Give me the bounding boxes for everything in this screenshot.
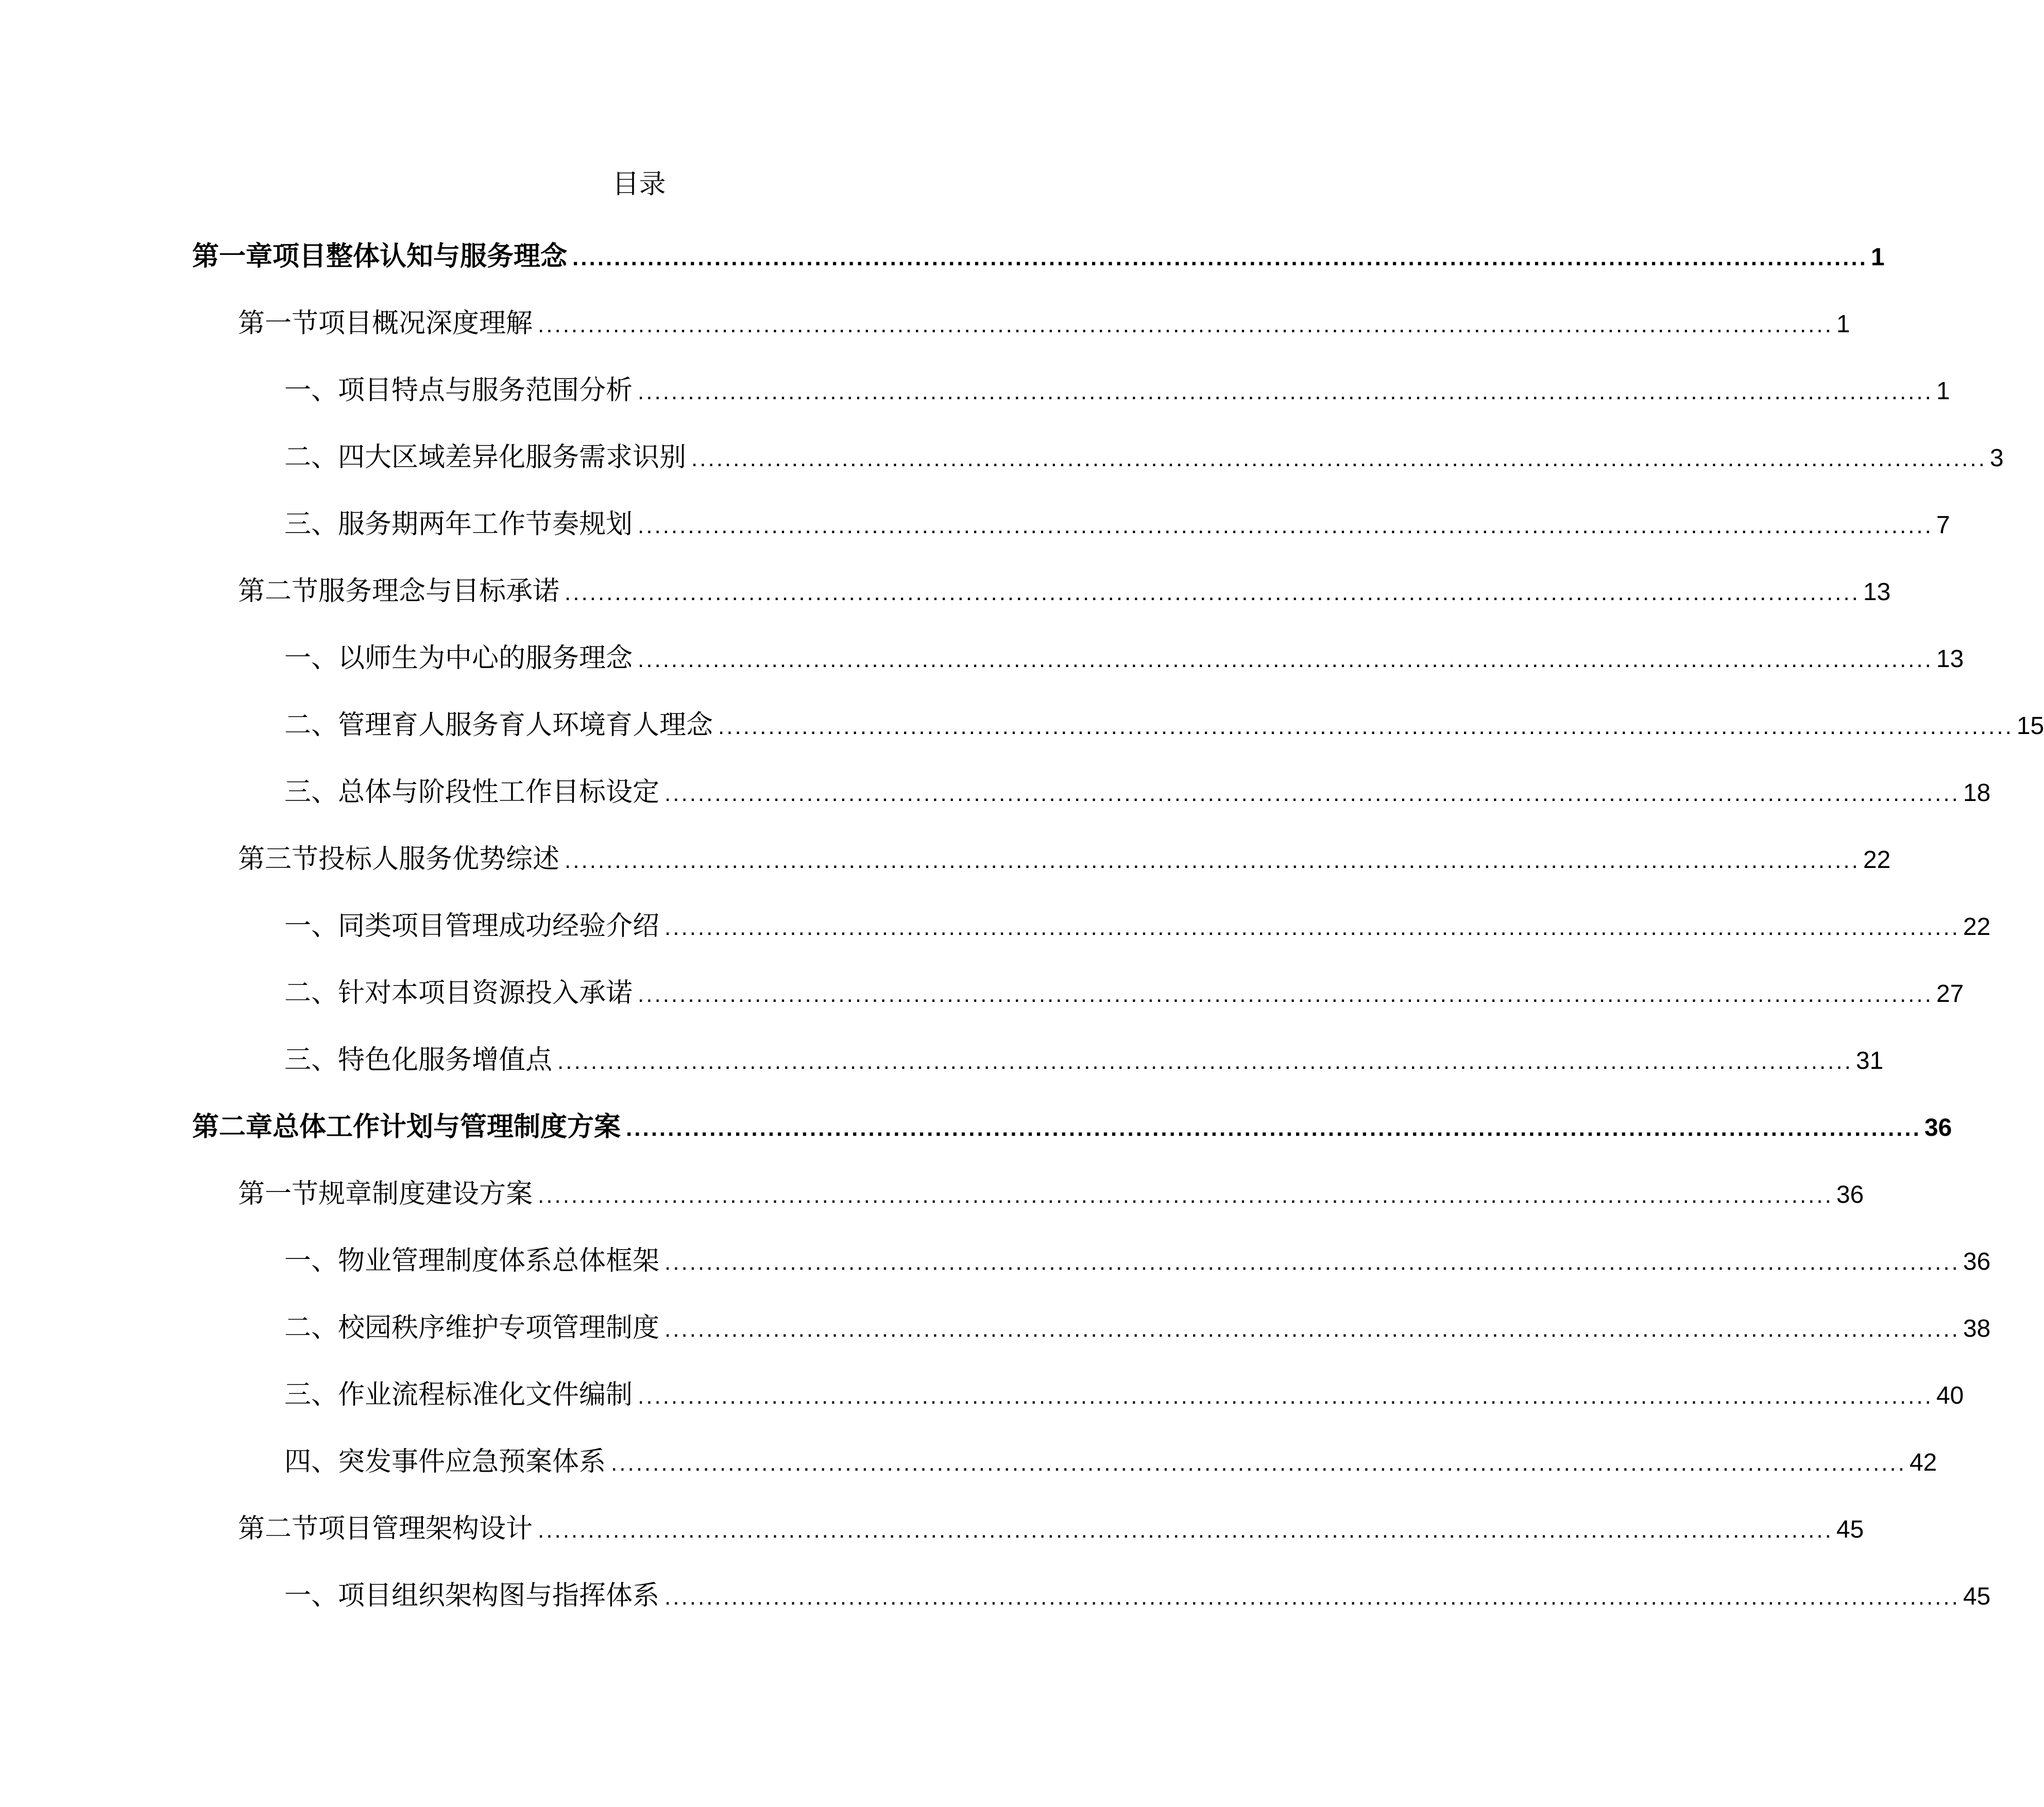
toc-page-number: 36 [1836, 1181, 1864, 1208]
toc-entry-number: 三、 [284, 1045, 338, 1076]
toc-entry-subsection[interactable] [284, 1441, 1937, 1482]
toc-entry-title: 作业流程标准化文件编制 [338, 1379, 633, 1410]
toc-entry-title: 同类项目管理成功经验介绍 [338, 911, 660, 942]
toc-page-number: 1 [1936, 378, 1950, 405]
toc-entry-section[interactable] [238, 1173, 1864, 1215]
toc-entry-title: 项目整体认知与服务理念 [272, 241, 568, 272]
toc-entry-subsection[interactable] [284, 370, 1950, 411]
toc-entry-subsection[interactable] [284, 705, 2044, 746]
toc-page-number: 45 [1836, 1516, 1864, 1543]
toc-entry-subsection[interactable] [284, 772, 1991, 813]
toc-entry-title: 项目特点与服务范围分析 [338, 375, 633, 406]
toc-dot-leader: ........................................................................................................................................................... [665, 1584, 1960, 1610]
toc-entry-title: 项目概况深度理解 [318, 308, 533, 339]
toc-entry-number: 第二节 [238, 576, 319, 607]
toc-entry-subsection[interactable] [284, 437, 2004, 478]
toc-entry-subsection[interactable] [284, 906, 1991, 947]
page-title: 目录 [612, 169, 666, 200]
toc-dot-leader: ........................................................................................................................................................... [718, 714, 2014, 739]
toc-dot-leader: ........................................................................................................................................................... [638, 513, 1933, 538]
toc-entry-title: 以师生为中心的服务理念 [338, 643, 633, 674]
toc-page-number: 31 [1855, 1047, 1884, 1075]
toc-entry-title: 总体工作计划与管理制度方案 [272, 1111, 621, 1143]
toc-page-number: 22 [1863, 846, 1891, 874]
toc-entry-number: 三、 [284, 777, 338, 808]
toc-entry-subsection[interactable] [284, 638, 1964, 679]
toc-dot-leader: ........................................................................................................................................................... [565, 580, 1860, 605]
toc-entry-section[interactable] [238, 1508, 1864, 1549]
toc-entry-title: 校园秩序维护专项管理制度 [338, 1312, 660, 1343]
toc-page-number: 45 [1963, 1583, 1991, 1610]
toc-entry-number: 一、 [284, 375, 338, 406]
toc-dot-leader: ........................................................................................................................................................... [565, 848, 1860, 873]
toc-dot-leader: ........................................................................................................................................................... [665, 1317, 1960, 1342]
toc-dot-leader: ........................................................................................................................................................... [665, 915, 1960, 940]
toc-entry-subsection[interactable] [284, 1240, 1991, 1282]
toc-entry-title: 物业管理制度体系总体框架 [338, 1246, 660, 1276]
toc-entry-number: 一、 [284, 1246, 338, 1276]
toc-entry-number: 第二章 [192, 1111, 273, 1143]
toc-entry-title: 突发事件应急预案体系 [338, 1446, 606, 1477]
toc-dot-leader: ........................................................................................................................................................... [611, 1451, 1906, 1476]
toc-entry-section[interactable] [238, 303, 1850, 344]
toc-entry-section[interactable] [238, 571, 1891, 612]
toc-page-number: 7 [1936, 512, 1950, 539]
toc-entry-number: 一、 [284, 1580, 338, 1611]
toc-entry-title: 服务期两年工作节奏规划 [338, 509, 633, 540]
toc-entry-number: 第二节 [238, 1513, 319, 1544]
toc-entry-subsection[interactable] [284, 1039, 1884, 1081]
toc-entry-number: 第一节 [238, 1179, 319, 1209]
toc-entry-subsection[interactable] [284, 504, 1950, 545]
toc-dot-leader: ........................................................................................................................................................... [638, 1384, 1933, 1409]
toc-entry-number: 第一章 [192, 241, 273, 272]
toc-dot-leader: ........................................................................................................................................................... [665, 781, 1960, 806]
toc-entry-number: 二、 [284, 710, 338, 741]
toc-dot-leader: ........................................................................................................................................................... [538, 312, 1833, 337]
toc-entry-number: 四、 [284, 1446, 338, 1477]
toc-entry-subsection[interactable] [284, 1307, 1991, 1349]
toc-entry-number: 二、 [284, 978, 338, 1009]
toc-entry-section[interactable] [238, 839, 1891, 880]
toc-page-number: 1 [1836, 311, 1850, 338]
toc-entry-title: 规章制度建设方案 [318, 1179, 533, 1209]
toc-dot-leader: ........................................................................................................................................................... [538, 1183, 1833, 1208]
toc-entry-title: 特色化服务增值点 [338, 1045, 553, 1076]
toc-dot-leader: ........................................................................................................................................................... [572, 245, 1868, 270]
toc-dot-leader: ........................................................................................................................................................... [538, 1518, 1833, 1543]
toc-entry-number: 一、 [284, 643, 338, 674]
toc-dot-leader: ........................................................................................................................................................... [638, 982, 1933, 1007]
toc-dot-leader: ........................................................................................................................................................... [691, 446, 1987, 471]
toc-dot-leader: ........................................................................................................................................................... [557, 1049, 1853, 1074]
toc-entry-subsection[interactable] [284, 1575, 1991, 1616]
toc-page-number: 36 [1963, 1248, 1991, 1275]
toc-page-number: 13 [1936, 645, 1964, 673]
toc-entry-number: 二、 [284, 442, 338, 473]
toc-page-number: 15 [2016, 712, 2044, 740]
toc-entry-number: 三、 [284, 509, 338, 540]
toc-page-number: 22 [1963, 913, 1991, 941]
toc-page-number: 27 [1936, 980, 1964, 1008]
toc-entry-number: 一、 [284, 911, 338, 942]
toc-page-number: 13 [1863, 578, 1891, 606]
toc-page-number: 1 [1870, 244, 1885, 271]
toc-dot-leader: ........................................................................................................................................................... [626, 1116, 1921, 1141]
toc-entry-title: 针对本项目资源投入承诺 [338, 978, 633, 1009]
toc-entry-number: 二、 [284, 1312, 338, 1343]
toc-entry-number: 第三节 [238, 844, 319, 875]
toc-dot-leader: ........................................................................................................................................................... [638, 379, 1933, 404]
toc-entry-title: 管理育人服务育人环境育人理念 [338, 710, 713, 741]
toc-dot-leader: ........................................................................................................................................................... [665, 1250, 1960, 1275]
toc-page-number: 36 [1924, 1114, 1952, 1141]
toc-entry-chapter[interactable] [192, 236, 1885, 277]
toc-entry-title: 服务理念与目标承诺 [318, 576, 560, 607]
toc-page-number: 42 [1909, 1449, 1937, 1476]
toc-page-number: 38 [1963, 1315, 1991, 1342]
toc-entry-title: 四大区域差异化服务需求识别 [338, 442, 687, 473]
toc-entry-number: 第一节 [238, 308, 319, 339]
toc-entry-title: 投标人服务优势综述 [318, 844, 560, 875]
toc-entry-title: 总体与阶段性工作目标设定 [338, 777, 660, 808]
toc-entry-number: 三、 [284, 1379, 338, 1410]
toc-dot-leader: ........................................................................................................................................................... [638, 647, 1933, 672]
toc-entry-subsection[interactable] [284, 1374, 1964, 1416]
toc-page-number: 18 [1963, 779, 1991, 807]
toc-entry-title: 项目组织架构图与指挥体系 [338, 1580, 660, 1611]
toc-entry-chapter[interactable] [192, 1106, 1952, 1148]
toc-entry-title: 项目管理架构设计 [318, 1513, 533, 1544]
toc-entry-subsection[interactable] [284, 973, 1964, 1014]
toc-page-number: 3 [1989, 445, 2004, 472]
toc-page-number: 40 [1936, 1382, 1964, 1409]
